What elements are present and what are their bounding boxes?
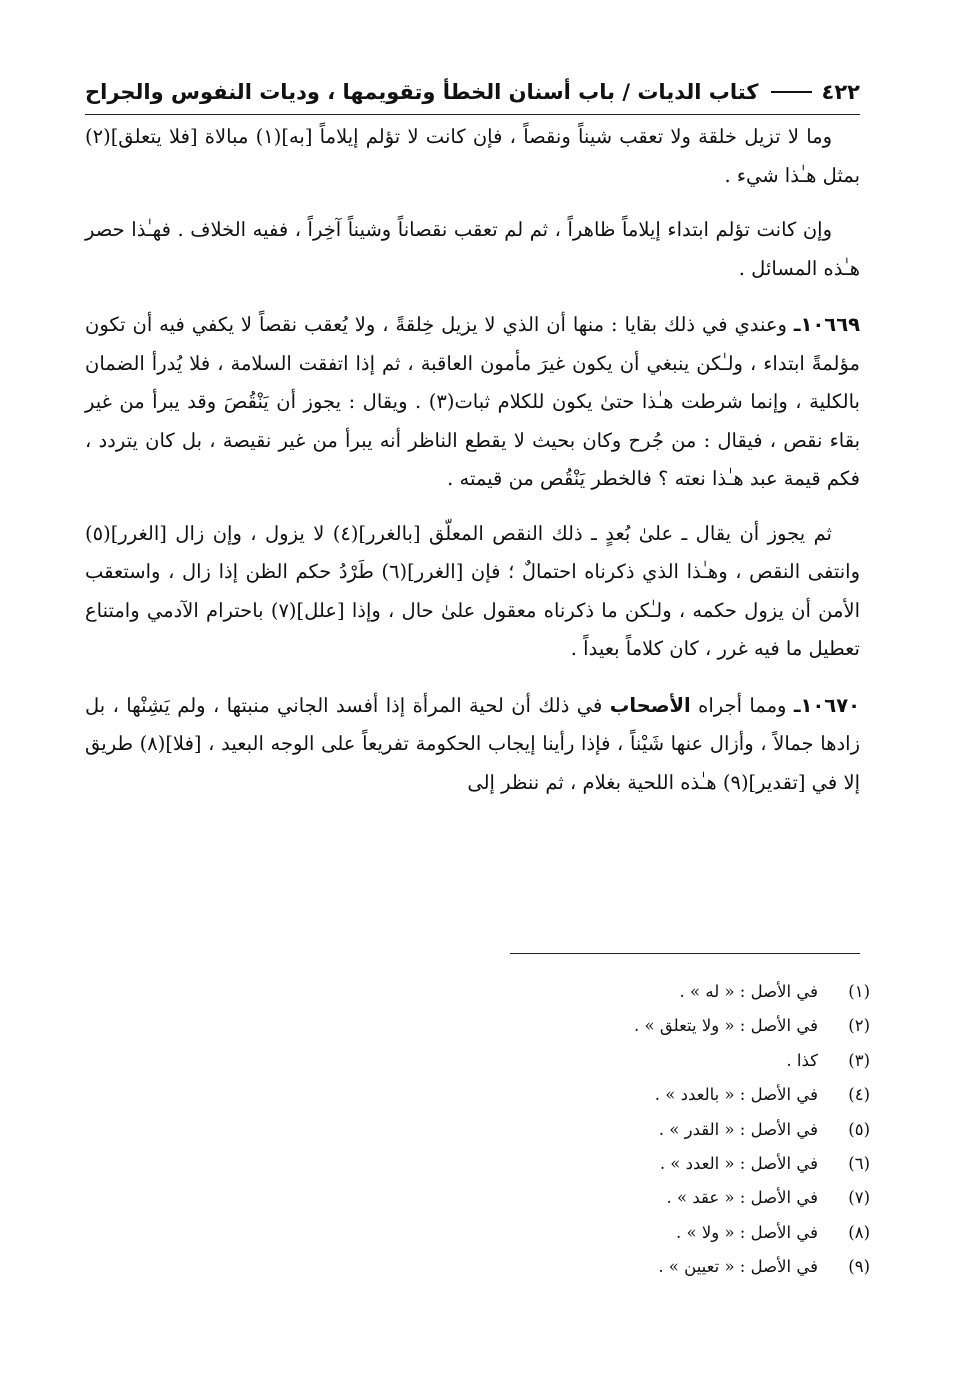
footnote-text: في الأصل : « القدر » .: [658, 1119, 818, 1139]
paragraph-number: ١٠٦٧٠ـ: [793, 693, 861, 717]
footnote-rule: [510, 953, 860, 954]
footnote-text: في الأصل : « تعيين » .: [658, 1257, 818, 1277]
header-dash: [771, 91, 812, 93]
footnote-text: في الأصل : « ولا يتعلق » .: [634, 1016, 818, 1036]
footnote: [460, 975, 870, 1009]
footnote-number: (٣): [848, 1050, 870, 1070]
footnote-text: في الأصل : « العدد » .: [659, 1154, 818, 1174]
footnote-number: (٢): [848, 1016, 870, 1036]
running-header: [85, 72, 860, 112]
paragraph-text-start: ومما أجراه: [698, 693, 787, 717]
footnote: [460, 1181, 870, 1215]
paragraph-number: ١٠٦٦٩ـ: [793, 313, 860, 336]
footnote: [460, 1009, 870, 1043]
paragraph-2: وإن كانت تؤلم ابتداء إيلاماً ظاهراً ، ثم لم تعقب نقصاناً وشيناً آخِراً ، ففيه الخلاف . فهـٰذا حصر هـٰذه المسائل .: [85, 218, 860, 280]
footnote: [460, 1113, 870, 1147]
bold-term: الأصحاب: [609, 693, 691, 717]
main-text: [85, 118, 860, 818]
footnote-text: في الأصل : « له » .: [679, 982, 818, 1001]
footnote: [460, 1078, 870, 1112]
footnote-number: (٤): [848, 1085, 870, 1105]
footnote: [460, 1147, 870, 1181]
footnote-number: (٦): [848, 1154, 870, 1174]
footnote-text: في الأصل : « بالعدد » .: [654, 1085, 818, 1105]
footnote-number: (٩): [848, 1257, 870, 1277]
paragraph-4: ثم يجوز أن يقال ـ علىٰ بُعدٍ ـ ذلك النقص المعلّق [بالغرر](٤) لا يزول ، وإن زال [الغرر](٥) وانتفى النقص ، وهـٰذا الذي ذكرناه احتمالٌ ؛ فإن [الغرر](٦) طَرْدُ حكم الظن إذا زال ، واستعقب الأمن أن يزول حكمه ، ولـٰكن ما ذكرناه معقول علىٰ حال ، وإذا [علل](٧) باحترام الآدمي وامتناع تعطيل ما فيه غرر ، كان كلاماً بعيداً .: [85, 521, 860, 660]
footnote-text: كذا .: [786, 1050, 818, 1070]
paragraph-10670: [85, 687, 860, 803]
footnotes: [460, 975, 870, 1285]
paragraph-1: وما لا تزيل خلقة ولا تعقب شيناً ونقصاً ، فإن كانت لا تؤلم إيلاماً [به](١) مبالاة [فلا يتعلق](٢) بمثل هـٰذا شيء .: [85, 125, 860, 187]
paragraph-text: وعندي في ذلك بقايا : منها أن الذي لا يزيل خِلقةً ، ولا يُعقب نقصاً لا يكفي فيه أن تكون مؤلمةً ابتداء ، ولـٰكن ينبغي أن يكون غيرَ مأمون العاقبة ، ثم إذا اتفقت السلامة ، فلا يُدرأ الضمان بالكلية ، وإنما شرطت هـٰذا حتىٰ يكون للكلام ثبات(٣) . ويقال : يجوز أن يَنْقُصَ وقد يبرأ من غير بقاء نقص ، فيقال : من جُرح وكان بحيث لا يقطع الناظر أنه يبرأ من غير نقيصة ، بل كان يتردد ، فكم قيمة عبد هـٰذا نعته ؟ فالخطر يَنْقُص من قيمته .: [85, 313, 860, 490]
footnote-number: (٧): [848, 1188, 870, 1208]
paragraph-10669: [85, 306, 860, 499]
footnote-text: في الأصل : « ولا » .: [676, 1222, 818, 1242]
footnote-text: في الأصل : « عقد » .: [666, 1188, 818, 1208]
paragraph-text-rest: في ذلك أن لحية المرأة إذا أفسد الجاني منبتها ، ولم يَشِنْها ، بل زادها جمالاً ، وأزال عنها شَيْناً ، فإذا رأينا إيجاب الحكومة تفريعاً على الوجه البعيد ، [فلا](٨) طريق إلا في [تقدير](٩) هـٰذه اللحية بغلام ، ثم ننظر إلى: [85, 693, 860, 794]
footnote-number: (٥): [848, 1119, 870, 1139]
running-title: كتاب الديات / باب أسنان الخطأ وتقويمها ، وديات النفوس والجراح: [85, 80, 759, 104]
footnote-number: (٨): [848, 1222, 870, 1242]
footnote: [460, 1044, 870, 1078]
page-number: ٤٢٢: [821, 80, 860, 104]
footnote: [460, 1216, 870, 1250]
footnote: [460, 1250, 870, 1284]
header-rule: [85, 114, 860, 115]
footnote-number: (١): [848, 982, 870, 1001]
